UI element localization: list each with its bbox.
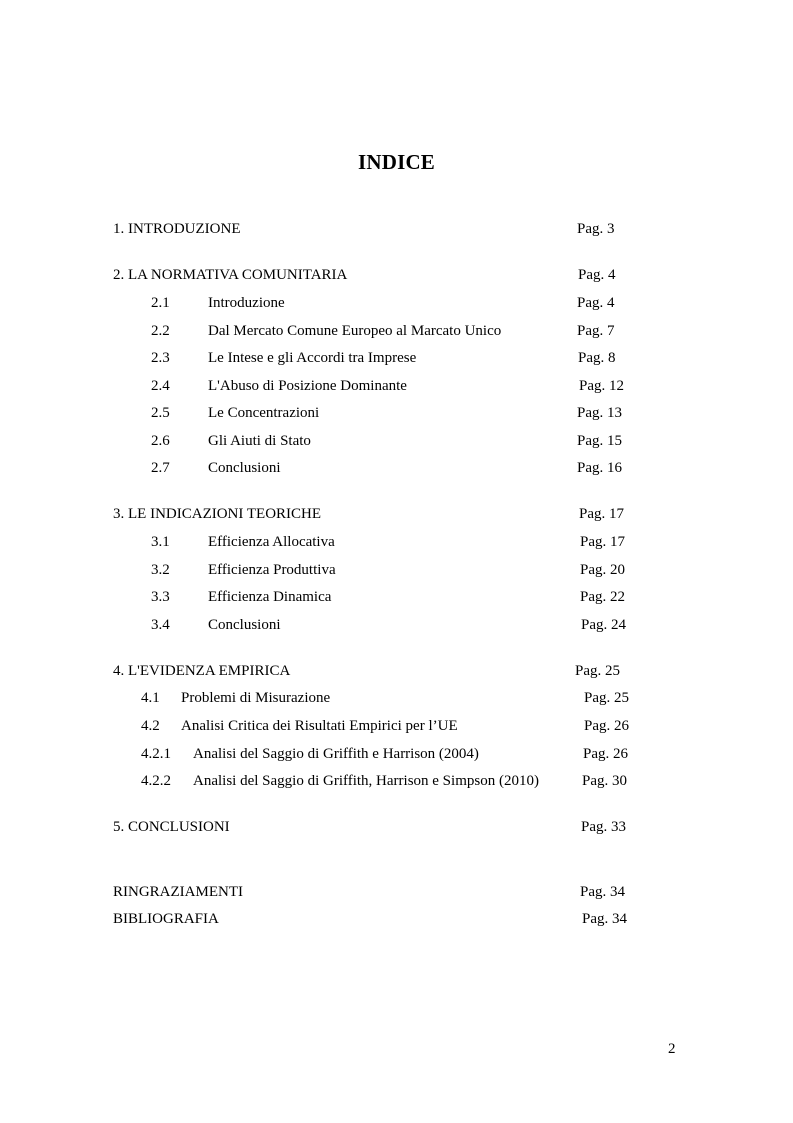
toc-page-ref: Pag. 17 (579, 506, 624, 522)
toc-section-title: Analisi del Saggio di Griffith e Harrison (2004) (193, 746, 479, 762)
toc-section-number: 4.1 (141, 690, 160, 706)
toc-page-ref: Pag. 13 (577, 405, 622, 421)
toc-page-ref: Pag. 30 (582, 773, 627, 789)
toc-section-number: 2.6 (151, 433, 170, 449)
toc-section-title: Le Concentrazioni (208, 405, 320, 421)
toc-page-ref: Pag. 17 (580, 534, 625, 550)
toc-section-number: 3.3 (151, 589, 170, 605)
toc-page-ref: Pag. 25 (584, 690, 629, 706)
toc-page-ref: Pag. 4 (578, 267, 616, 283)
toc-section-title: Introduzione (208, 295, 285, 311)
toc-chapter-title: RINGRAZIAMENTI (113, 884, 243, 900)
toc-page-ref: Pag. 16 (577, 460, 622, 476)
toc-section-number: 2.4 (151, 378, 170, 394)
toc-chapter-title: 2. LA NORMATIVA COMUNITARIA (113, 267, 348, 283)
toc-page-ref: Pag. 15 (577, 433, 622, 449)
toc-section-title: Efficienza Allocativa (208, 534, 335, 550)
toc-section-number: 3.4 (151, 617, 170, 633)
toc-section-title: Conclusioni (208, 617, 281, 633)
toc-section-title: Gli Aiuti di Stato (208, 433, 311, 449)
toc-page-ref: Pag. 26 (584, 718, 629, 734)
toc-section-title: Efficienza Produttiva (208, 562, 336, 578)
toc-section-title: Problemi di Misurazione (181, 690, 331, 706)
toc-page-ref: Pag. 3 (577, 221, 615, 237)
toc-section-number: 2.2 (151, 323, 170, 339)
toc-section-number: 4.2.2 (141, 773, 171, 789)
toc-chapter-title: 1. INTRODUZIONE (113, 221, 241, 237)
toc-section-title: Analisi Critica dei Risultati Empirici per l’UE (181, 718, 458, 734)
toc-section-title: Le Intese e gli Accordi tra Imprese (208, 350, 417, 366)
toc-section-title: Analisi del Saggio di Griffith, Harrison e Simpson (2010) (193, 773, 539, 789)
toc-chapter-title: BIBLIOGRAFIA (113, 911, 219, 927)
toc-section-number: 2.7 (151, 460, 170, 476)
toc-chapter-title: 5. CONCLUSIONI (113, 819, 230, 835)
page-number: 2 (668, 1041, 676, 1057)
toc-section-number: 3.1 (151, 534, 170, 550)
toc-section-title: L'Abuso di Posizione Dominante (208, 378, 407, 394)
toc-section-title: Conclusioni (208, 460, 281, 476)
toc-page-ref: Pag. 34 (580, 884, 625, 900)
toc-page-ref: Pag. 8 (578, 350, 616, 366)
toc-page-ref: Pag. 24 (581, 617, 626, 633)
toc-chapter-title: 4. L'EVIDENZA EMPIRICA (113, 663, 291, 679)
page-title: INDICE (357, 150, 436, 174)
toc-chapter-title: 3. LE INDICAZIONI TEORICHE (113, 506, 322, 522)
toc-section-number: 2.1 (151, 295, 170, 311)
toc-page-ref: Pag. 26 (583, 746, 628, 762)
toc-page-ref: Pag. 33 (581, 819, 626, 835)
toc-page-ref: Pag. 20 (580, 562, 625, 578)
toc-page-ref: Pag. 22 (580, 589, 625, 605)
toc-section-number: 4.2 (141, 718, 160, 734)
toc-section-number: 4.2.1 (141, 746, 171, 762)
toc-section-title: Dal Mercato Comune Europeo al Marcato Unico (208, 323, 502, 339)
toc-section-title: Efficienza Dinamica (208, 589, 332, 605)
toc-section-number: 2.3 (151, 350, 170, 366)
toc-page-ref: Pag. 4 (577, 295, 615, 311)
toc-page-ref: Pag. 25 (575, 663, 620, 679)
toc-section-number: 3.2 (151, 562, 170, 578)
toc-page-ref: Pag. 7 (577, 323, 615, 339)
toc-section-number: 2.5 (151, 405, 170, 421)
toc-page-ref: Pag. 12 (579, 378, 624, 394)
toc-page-ref: Pag. 34 (582, 911, 627, 927)
